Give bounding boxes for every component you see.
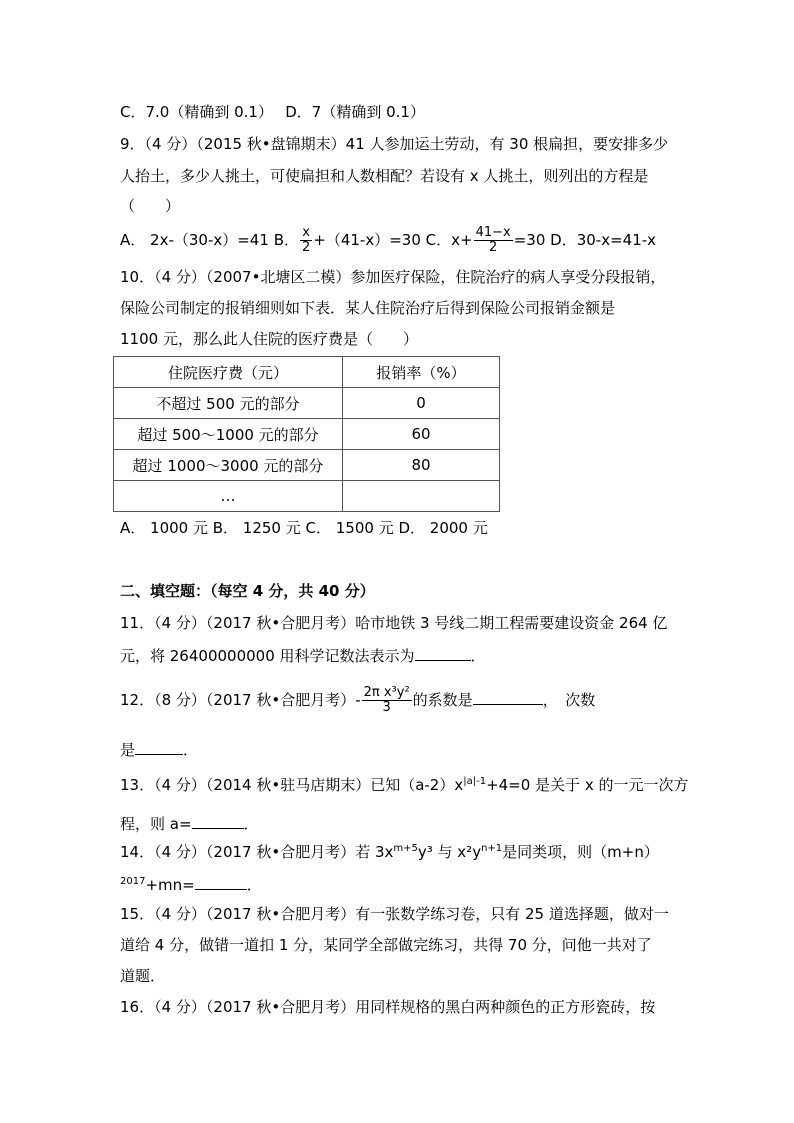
fraction: $\frac{41-x}{2}$ bbox=[475, 225, 511, 255]
table-row bbox=[114, 450, 500, 481]
q13-line1: 13．（4 分）（2014 秋•驻马店期末）已知$(a-2)x^{|a|-1}+4=0$ 是关于 x 的一元一次方 bbox=[120, 776, 689, 794]
table-cell bbox=[343, 481, 500, 512]
table-header-row bbox=[114, 357, 500, 388]
q13-line2: 程，则 a= ． bbox=[120, 812, 259, 834]
q12-line1: 12．（8 分）（2017 秋•合肥月考）- $\frac{\text{2π x³y²}}{3}$ 的系数是 ， 次数 bbox=[120, 685, 596, 715]
table-row bbox=[114, 419, 500, 450]
table-row bbox=[114, 388, 500, 419]
fraction: $\frac{\text{2π x³y²}}{3}$ bbox=[363, 685, 410, 715]
answer-blank bbox=[135, 738, 183, 755]
q9-option-b: B． $\frac{x}{2}$ +（41-x）=30 bbox=[273, 225, 421, 255]
answer-blank bbox=[473, 688, 543, 705]
table-cell: 超过 1000～3000 元的部分 bbox=[114, 450, 343, 481]
q9-line2: 人抬土，多少人挑土，可使扁担和人数相配？若设有 x 人挑土，则列出的方程是 bbox=[120, 167, 649, 185]
table-cell: 不超过 500 元的部分 bbox=[114, 388, 343, 419]
table-row bbox=[114, 481, 500, 512]
table-cell: … bbox=[114, 481, 343, 512]
answer-blank bbox=[192, 812, 244, 829]
q11-line1: 11．（4 分）（2017 秋•合肥月考）哈市地铁 3 号线二期工程需要建设资金 264 亿 bbox=[120, 614, 668, 632]
q9-line1: 9．（4 分）（2015 秋•盘锦期末）41 人参加运土劳动，有 30 根扁担，要安排多少 bbox=[120, 135, 669, 153]
q9-option-a: A． 2x-（30-x）=41 bbox=[120, 231, 269, 249]
table-cell: 超过 500～1000 元的部分 bbox=[114, 419, 343, 450]
answer-blank bbox=[415, 644, 471, 661]
q15-line1: 15．（4 分）（2017 秋•合肥月考）有一张数学练习卷，只有 25 道选择题，做对一 bbox=[120, 905, 669, 923]
q8-options: C．7.0（精确到 0.1） D．7（精确到 0.1） bbox=[120, 103, 425, 121]
q9-line3: （ ） bbox=[120, 197, 181, 215]
q9-options bbox=[120, 222, 656, 258]
q16-line1: 16．（4 分）（2017 秋•合肥月考）用同样规格的黑白两种颜色的正方形瓷砖，按 bbox=[120, 998, 656, 1016]
q11-line2: 元，将 26400000000 用科学记数法表示为 ． bbox=[120, 644, 486, 666]
section-title: 二、填空题：（每空 4 分，共 40 分） bbox=[120, 582, 375, 600]
table-cell: 60 bbox=[343, 419, 500, 450]
fraction: $\frac{x}{2}$ bbox=[301, 225, 311, 255]
q14-line2: $^{2017}$+mn= ． bbox=[120, 873, 262, 895]
q10-line1: 10．（4 分）（2007•北塘区二模）参加医疗保险，住院治疗的病人享受分段报销， bbox=[120, 268, 666, 286]
table-header: 住院医疗费（元） bbox=[114, 357, 343, 388]
q10-line2: 保险公司制定的报销细则如下表．某人住院治疗后得到保险公司报销金额是 bbox=[120, 299, 616, 317]
q9-option-c: C．x+ $\frac{41-x}{2}$ =30 bbox=[425, 225, 546, 255]
table-cell: 80 bbox=[343, 450, 500, 481]
q12-line2: 是 ． bbox=[120, 738, 198, 760]
q9-option-d: D．30-x=41-x bbox=[550, 231, 657, 249]
q15-line2: 道给 4 分，做错一道扣 1 分，某同学全部做完练习，共得 70 分，问他一共对了 bbox=[120, 936, 652, 954]
q10-line3: 1100 元，那么此人住院的医疗费是（ ） bbox=[120, 330, 418, 348]
reimbursement-table bbox=[113, 356, 500, 512]
table-cell: 0 bbox=[343, 388, 500, 419]
q10-options: A． 1000 元 B． 1250 元 C． 1500 元 D． 2000 元 bbox=[120, 519, 488, 537]
table-header: 报销率（%） bbox=[343, 357, 500, 388]
q15-line3: 道题． bbox=[120, 967, 166, 985]
q14-line1: 14．（4 分）（2017 秋•合肥月考）若 $3x^{m+5}y^3$ 与 $x^2y^{n+1}$是同类项，则（m+n） bbox=[120, 843, 659, 861]
answer-blank bbox=[195, 873, 247, 890]
